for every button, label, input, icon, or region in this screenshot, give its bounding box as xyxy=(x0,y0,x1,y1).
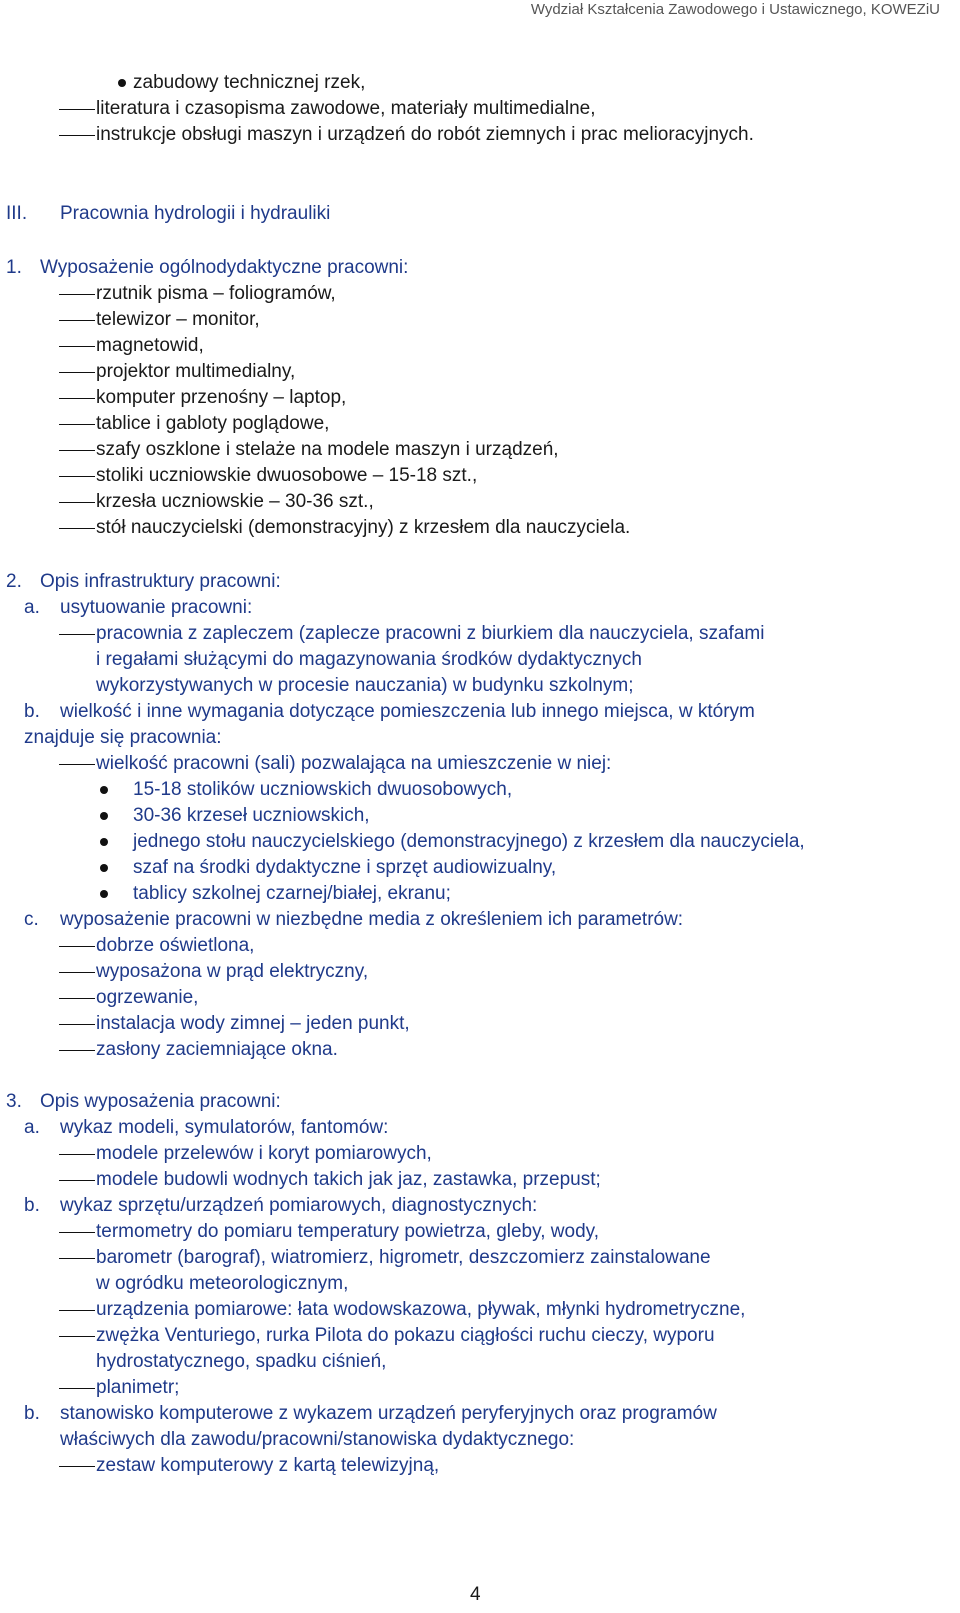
bullet-marker xyxy=(100,812,108,820)
dash-marker xyxy=(59,1336,95,1337)
section-title: Pracownia hydrologii i hydrauliki xyxy=(60,203,331,224)
list-item: modele budowli wodnych takich jak jaz, zastawka, przepust; xyxy=(96,1169,601,1190)
list-item: zasłony zaciemniające okna. xyxy=(96,1039,338,1060)
dash-marker xyxy=(59,294,95,295)
list-item-continuation: wykorzystywanych w procesie nauczania) w budynku szkolnym; xyxy=(96,675,634,696)
list-subitem: 30-36 krzeseł uczniowskich, xyxy=(133,805,370,826)
list-item: zwężka Venturiego, rurka Pilota do pokazu ciągłości ruchu cieczy, wyporu xyxy=(96,1325,715,1346)
list-item: stół nauczycielski (demonstracyjny) z krzesłem dla nauczyciela. xyxy=(96,517,631,538)
list-item: tablice i gabloty poglądowe, xyxy=(96,413,330,434)
part-number: 1. xyxy=(6,257,22,278)
dash-marker xyxy=(59,398,95,399)
part-title: Opis infrastruktury pracowni: xyxy=(40,571,281,592)
list-item: instalacja wody zimnej – jeden punkt, xyxy=(96,1013,410,1034)
dash-marker xyxy=(59,320,95,321)
list-item: termometry do pomiaru temperatury powietrza, gleby, wody, xyxy=(96,1221,599,1242)
list-item: telewizor – monitor, xyxy=(96,309,260,330)
bullet-marker xyxy=(118,79,126,87)
list-item-continuation: w ogródku meteorologicznym, xyxy=(96,1273,349,1294)
list-item: modele przelewów i koryt pomiarowych, xyxy=(96,1143,432,1164)
list-item: barometr (barograf), wiatromierz, higrometr, deszczomierz zainstalowane xyxy=(96,1247,711,1268)
list-item: projektor multimedialny, xyxy=(96,361,296,382)
subpoint-label: b. xyxy=(24,701,40,722)
dash-marker xyxy=(59,346,95,347)
part-title: Opis wyposażenia pracowni: xyxy=(40,1091,281,1112)
list-item: wyposażona w prąd elektryczny, xyxy=(96,961,369,982)
subpoint-label: b. xyxy=(24,1195,40,1216)
list-item-continuation: i regałami służącymi do magazynowania środków dydaktycznych xyxy=(96,649,642,670)
dash-marker xyxy=(59,946,95,947)
list-item: magnetowid, xyxy=(96,335,204,356)
dash-marker xyxy=(59,1258,95,1259)
dash-marker xyxy=(59,1466,95,1467)
list-item: pracownia z zapleczem (zaplecze pracowni z biurkiem dla nauczyciela, szafami xyxy=(96,623,765,644)
list-item: szafy oszklone i stelaże na modele maszyn i urządzeń, xyxy=(96,439,559,460)
list-item: ogrzewanie, xyxy=(96,987,199,1008)
list-item: komputer przenośny – laptop, xyxy=(96,387,347,408)
dash-marker xyxy=(59,1050,95,1051)
list-item: krzesła uczniowskie – 30-36 szt., xyxy=(96,491,374,512)
subpoint-text: wykaz modeli, symulatorów, fantomów: xyxy=(60,1117,389,1138)
dash-marker xyxy=(59,372,95,373)
dash-marker xyxy=(59,424,95,425)
list-item: urządzenia pomiarowe: łata wodowskazowa, pływak, młynki hydrometryczne, xyxy=(96,1299,746,1320)
subpoint-label: b. xyxy=(24,1403,40,1424)
dash-marker xyxy=(59,634,95,635)
dash-marker xyxy=(59,135,95,136)
bullet-marker xyxy=(100,890,108,898)
dash-marker xyxy=(59,764,95,765)
dash-marker xyxy=(59,972,95,973)
subpoint-label: c. xyxy=(24,909,39,930)
bullet-marker xyxy=(100,838,108,846)
list-item: dobrze oświetlona, xyxy=(96,935,255,956)
subpoint-label: a. xyxy=(24,597,40,618)
bullet-marker xyxy=(100,786,108,794)
list-item: stoliki uczniowskie dwuosobowe – 15-18 szt., xyxy=(96,465,478,486)
page-number: 4 xyxy=(470,1584,481,1605)
dash-marker xyxy=(59,502,95,503)
subpoint-text: usytuowanie pracowni: xyxy=(60,597,253,618)
list-subitem: jednego stołu nauczycielskiego (demonstracyjnego) z krzesłem dla nauczyciela, xyxy=(133,831,805,852)
dash-marker xyxy=(59,998,95,999)
subpoint-text-continuation: znajduje się pracownia: xyxy=(24,727,222,748)
subpoint-label: a. xyxy=(24,1117,40,1138)
section-number: III. xyxy=(6,203,28,224)
list-item: rzutnik pisma – foliogramów, xyxy=(96,283,336,304)
list-item: instrukcje obsługi maszyn i urządzeń do robót ziemnych i prac melioracyjnych. xyxy=(96,124,754,145)
page-header: Wydział Kształcenia Zawodowego i Ustawicznego, KOWEZiU xyxy=(530,1,940,18)
list-subitem: 15-18 stolików uczniowskich dwuosobowych, xyxy=(133,779,513,800)
dash-marker xyxy=(59,1154,95,1155)
subpoint-text: stanowisko komputerowe z wykazem urządzeń peryferyjnych oraz programów xyxy=(60,1403,717,1424)
dash-marker xyxy=(59,450,95,451)
dash-marker xyxy=(59,1024,95,1025)
list-item: zestaw komputerowy z kartą telewizyjną, xyxy=(96,1455,440,1476)
dash-marker xyxy=(59,1310,95,1311)
subpoint-text: wyposażenie pracowni w niezbędne media z określeniem ich parametrów: xyxy=(60,909,684,930)
list-subitem: tablicy szkolnej czarnej/białej, ekranu; xyxy=(133,883,451,904)
subpoint-text-continuation: właściwych dla zawodu/pracowni/stanowiska dydaktycznego: xyxy=(60,1429,575,1450)
dash-marker xyxy=(59,109,95,110)
dash-marker xyxy=(59,1388,95,1389)
list-item: wielkość pracowni (sali) pozwalająca na umieszczenie w niej: xyxy=(96,753,612,774)
part-number: 2. xyxy=(6,571,22,592)
subpoint-text: wielkość i inne wymagania dotyczące pomieszczenia lub innego miejsca, w którym xyxy=(60,701,755,722)
dash-marker xyxy=(59,476,95,477)
list-item: literatura i czasopisma zawodowe, materiały multimedialne, xyxy=(96,98,596,119)
list-item: zabudowy technicznej rzek, xyxy=(133,72,366,93)
part-title: Wyposażenie ogólnodydaktyczne pracowni: xyxy=(40,257,409,278)
part-number: 3. xyxy=(6,1091,22,1112)
subpoint-text: wykaz sprzętu/urządzeń pomiarowych, diagnostycznych: xyxy=(60,1195,538,1216)
bullet-marker xyxy=(100,864,108,872)
dash-marker xyxy=(59,1180,95,1181)
dash-marker xyxy=(59,1232,95,1233)
list-subitem: szaf na środki dydaktyczne i sprzęt audiowizualny, xyxy=(133,857,557,878)
list-item-continuation: hydrostatycznego, spadku ciśnień, xyxy=(96,1351,387,1372)
list-item: planimetr; xyxy=(96,1377,180,1398)
dash-marker xyxy=(59,528,95,529)
